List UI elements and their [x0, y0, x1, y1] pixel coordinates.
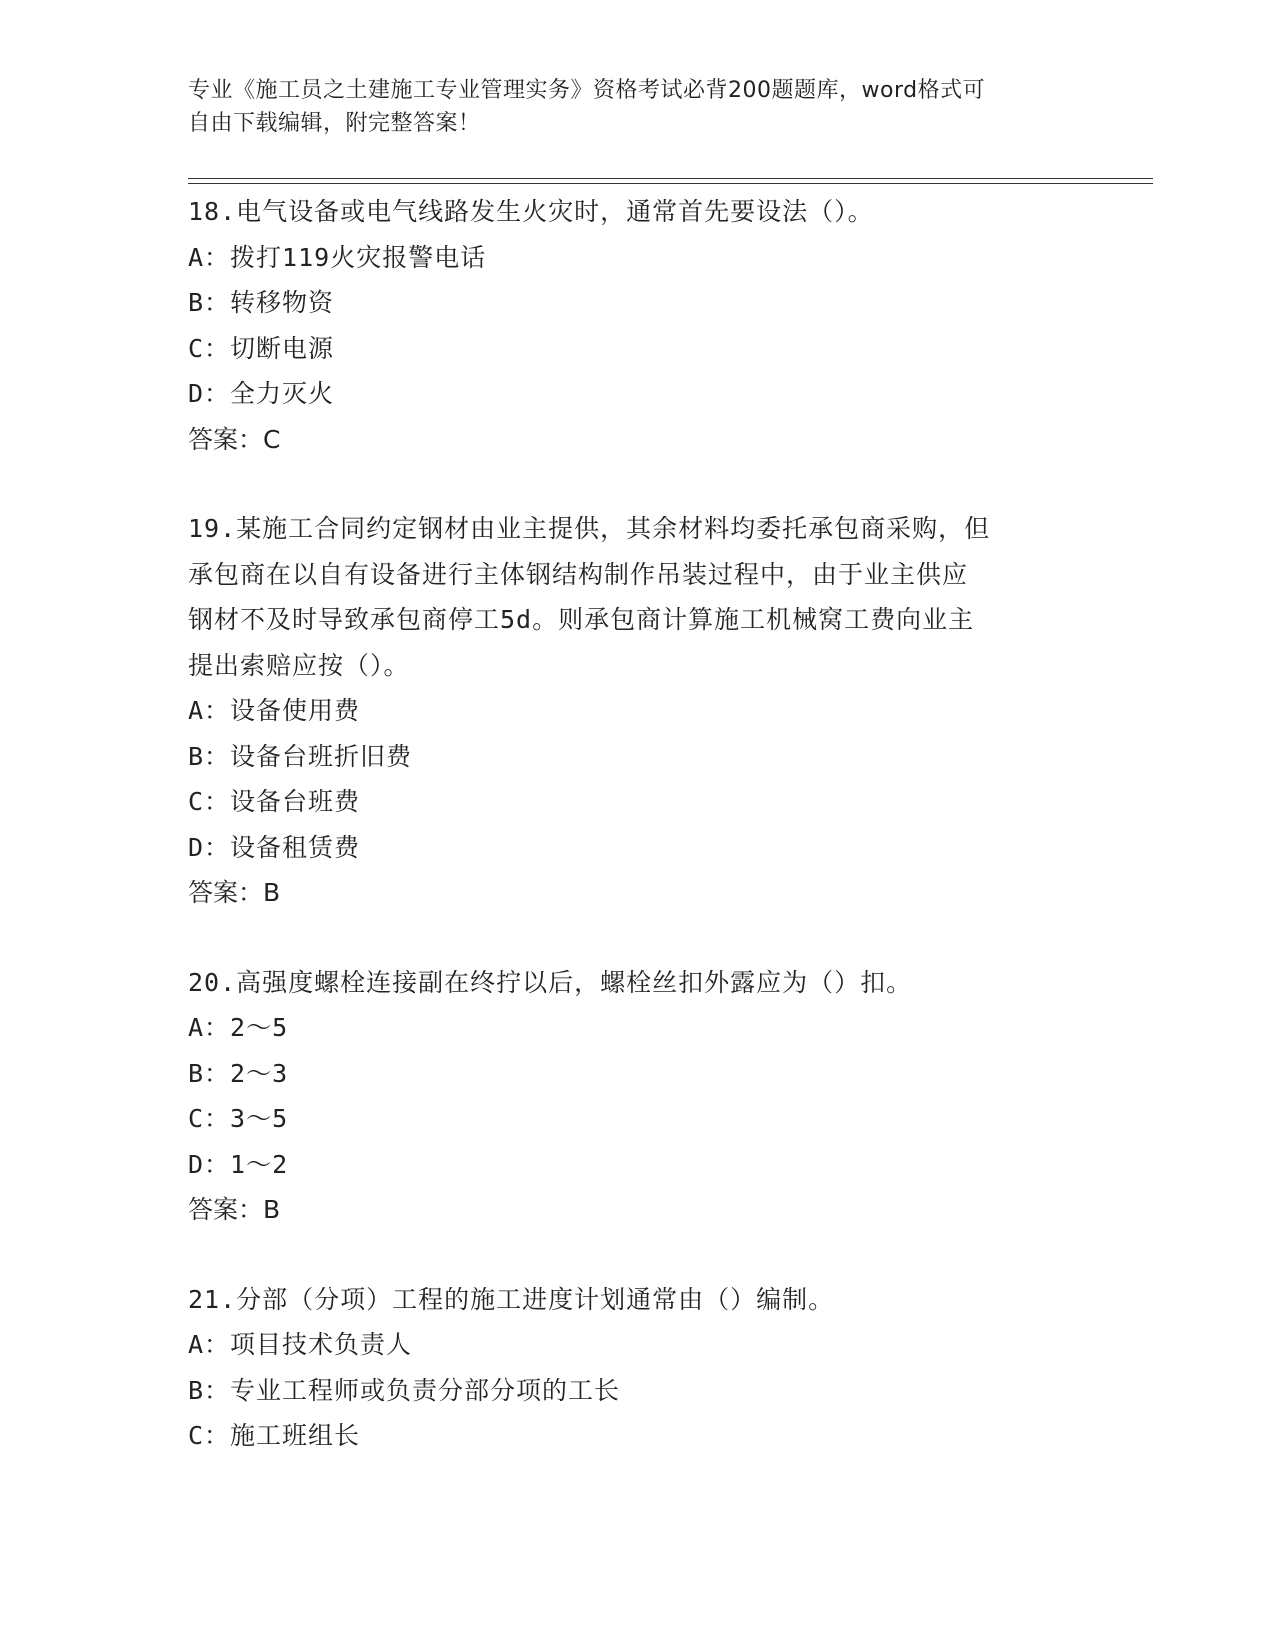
question-stem-line-2: 承包商在以自有设备进行主体钢结构制作吊装过程中，由于业主供应	[188, 559, 969, 589]
header-line-1: 专业《施工员之土建施工专业管理实务》资格考试必背200题题库，word格式可	[188, 78, 986, 103]
question-spacer	[188, 462, 1088, 506]
question-stem: 18.电气设备或电气线路发生火灾时，通常首先要设法（）。	[188, 197, 874, 226]
question-stem-line-4: 提出索赔应按（）。	[188, 650, 410, 680]
option-c: C：切断电源	[188, 333, 335, 363]
question-spacer	[188, 916, 1088, 960]
option-c: C：施工班组长	[188, 1421, 361, 1450]
option-a: A：2～5	[188, 1013, 289, 1042]
question-19	[188, 506, 1088, 916]
option-d: D：全力灭火	[188, 379, 335, 408]
question-stem-line-3: 钢材不及时导致承包商停工5d。则承包商计算施工机械窝工费向业主	[188, 605, 975, 634]
answer-line: 答案：B	[188, 878, 281, 907]
question-18	[188, 189, 1088, 462]
option-a: A：项目技术负责人	[188, 1330, 413, 1359]
answer-line: 答案：B	[188, 1195, 281, 1224]
option-d: D：设备租赁费	[188, 832, 361, 862]
header-divider-top	[188, 178, 1153, 179]
option-c: C：设备台班费	[188, 787, 361, 816]
question-list	[188, 189, 1088, 1459]
option-b: B：专业工程师或负责分部分项的工长	[188, 1375, 621, 1405]
answer-line: 答案：C	[188, 424, 281, 454]
option-a: A：设备使用费	[188, 696, 361, 725]
question-21	[188, 1277, 1088, 1459]
option-d: D：1～2	[188, 1149, 289, 1179]
option-b: B：转移物资	[188, 288, 335, 317]
document-header	[188, 74, 1088, 140]
question-stem: 21.分部（分项）工程的施工进度计划通常由（）编制。	[188, 1284, 835, 1314]
header-line-2: 自由下载编辑，附完整答案！	[188, 111, 481, 136]
question-20	[188, 960, 1088, 1233]
option-a: A：拨打119火灾报警电话	[188, 242, 487, 272]
question-stem-line-1: 19.某施工合同约定钢材由业主提供，其余材料均委托承包商采购，但	[188, 514, 991, 543]
question-spacer	[188, 1233, 1088, 1277]
header-divider-bottom	[188, 183, 1153, 184]
option-b: B：2～3	[188, 1058, 289, 1088]
option-b: B：设备台班折旧费	[188, 741, 413, 771]
question-stem: 20.高强度螺栓连接副在终拧以后，螺栓丝扣外露应为（）扣。	[188, 967, 913, 997]
option-c: C：3～5	[188, 1104, 289, 1133]
